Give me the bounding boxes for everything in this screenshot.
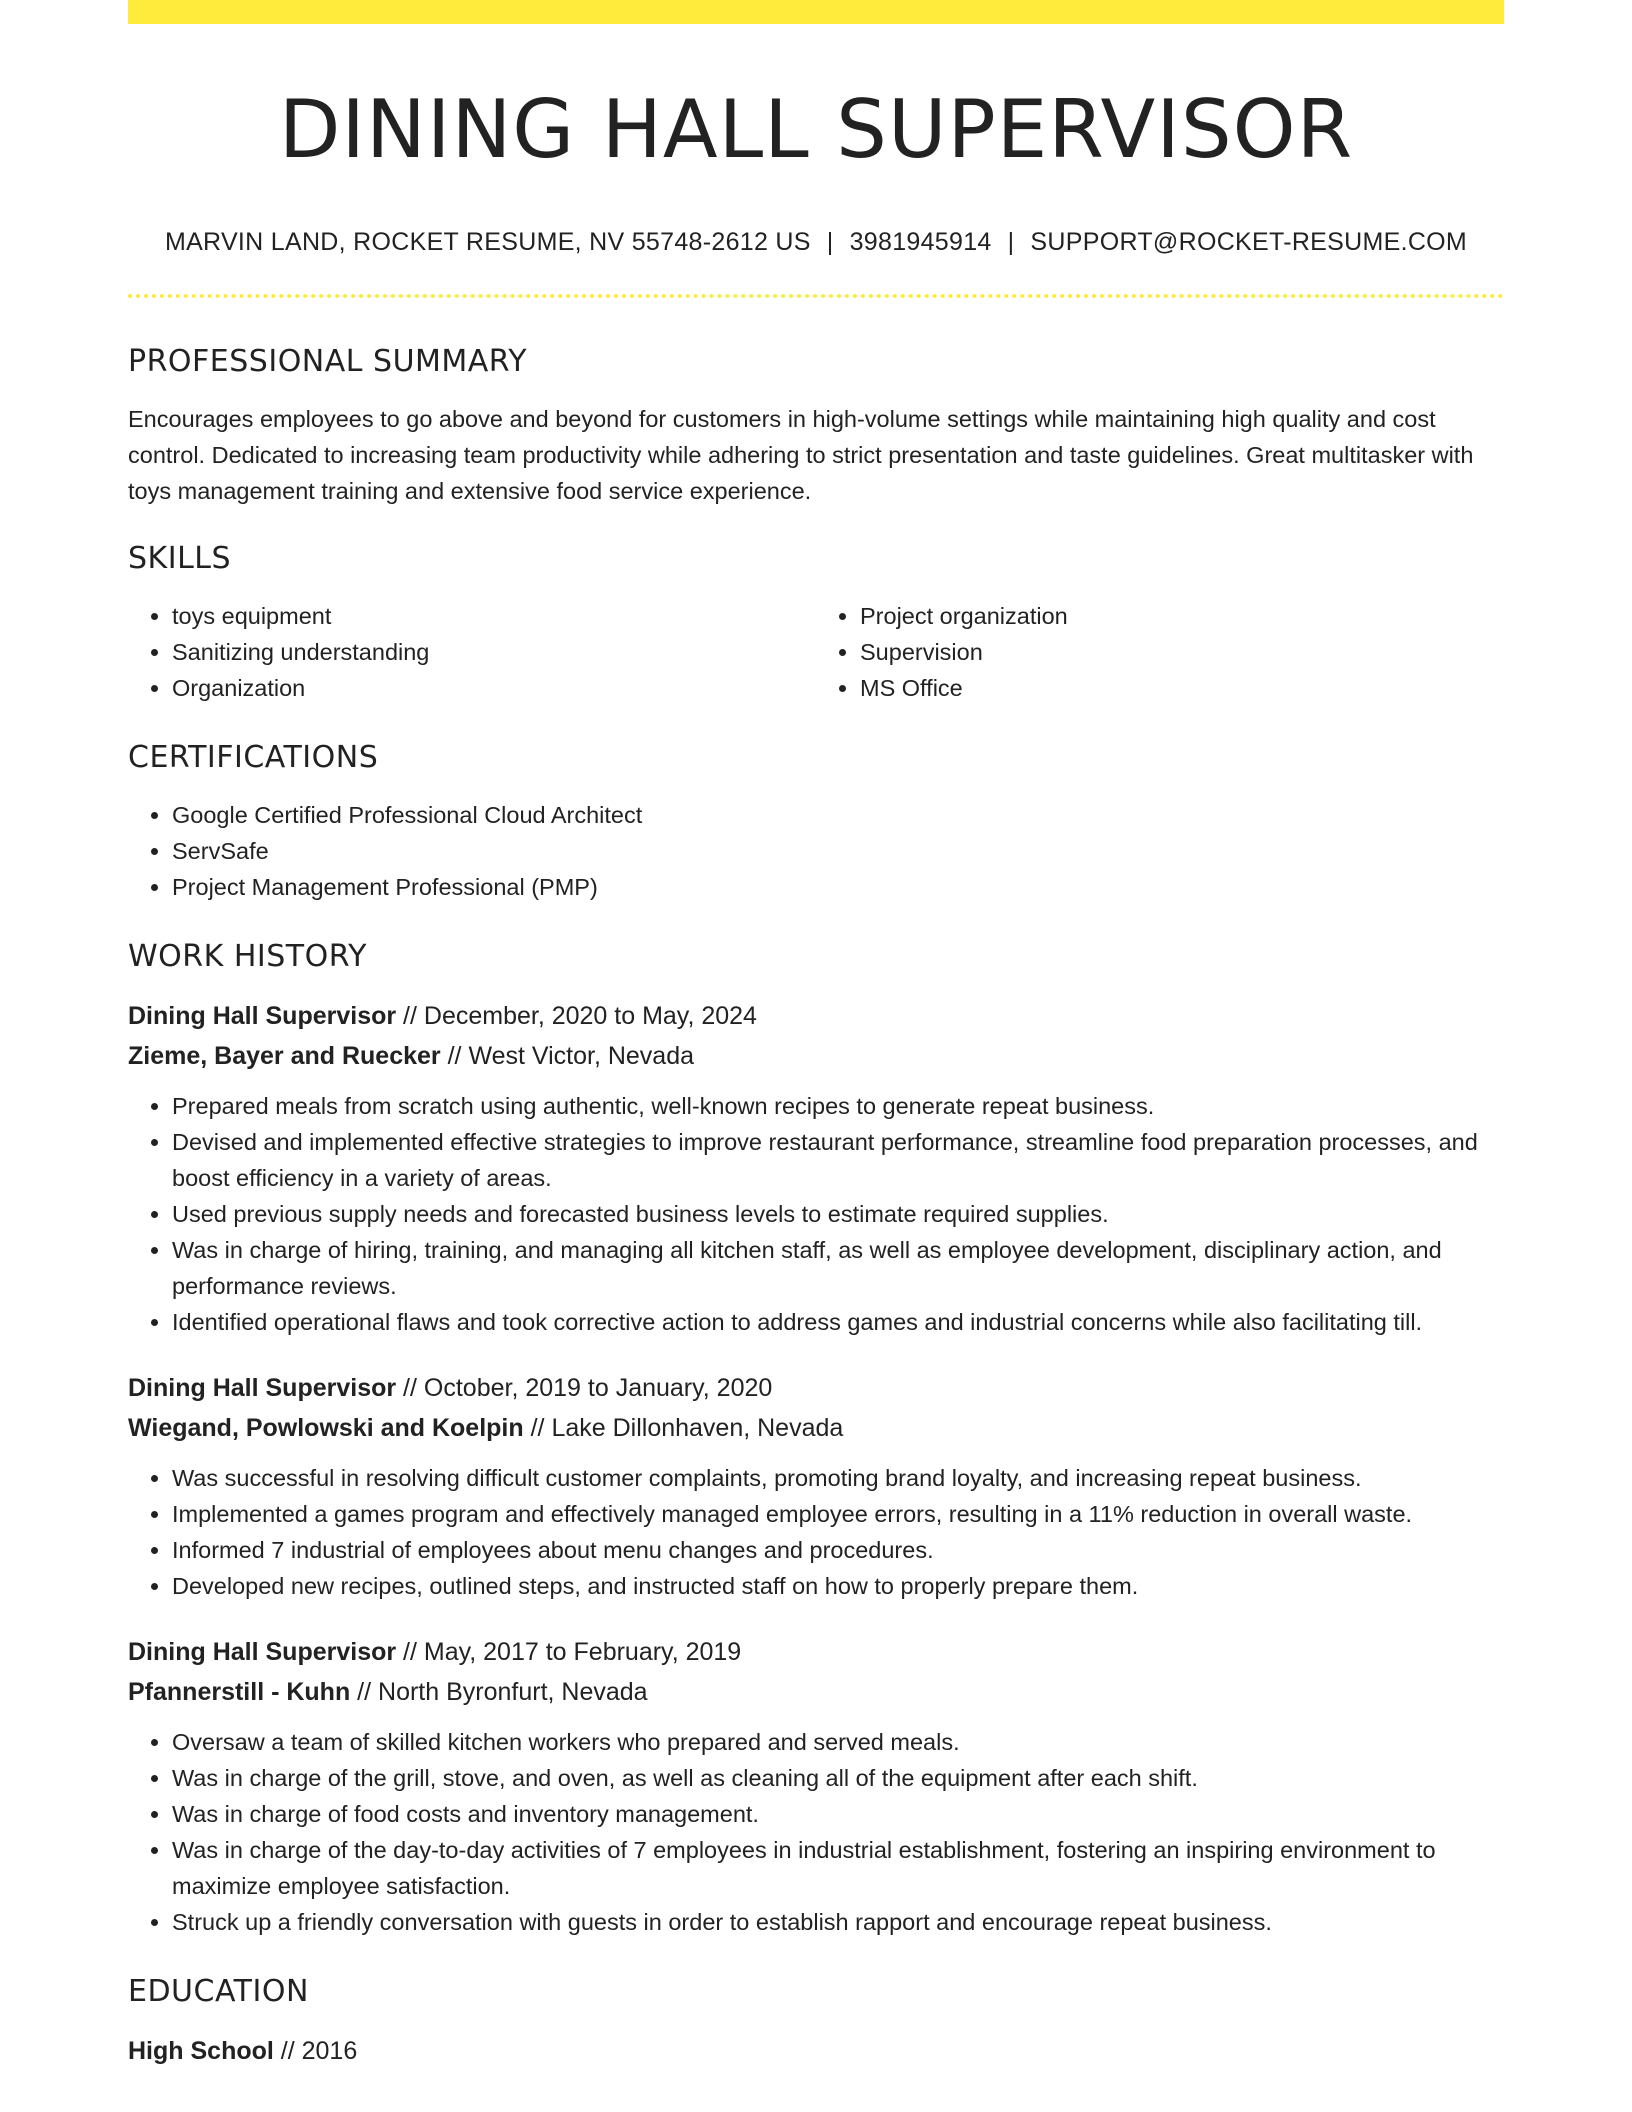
education-year: // 2016 — [273, 2037, 358, 2065]
contact-separator: | — [1007, 228, 1015, 256]
job-bullet: • Was in charge of food costs and inventory management. — [172, 1796, 1504, 1832]
contact-email: SUPPORT@ROCKET-RESUME.COM — [1030, 228, 1468, 256]
job-dates: // December, 2020 to May, 2024 — [396, 1002, 757, 1030]
job-role: Dining Hall Supervisor — [128, 1002, 397, 1030]
job-company-line — [128, 1672, 1504, 1712]
skills-columns — [128, 598, 1504, 706]
job-entry — [128, 1368, 1504, 1604]
job-company-line — [128, 1036, 1504, 1076]
certifications-list — [128, 797, 1504, 905]
resume-page — [128, 0, 1504, 2071]
work-history-heading: WORK HISTORY — [128, 939, 367, 974]
summary-heading: PROFESSIONAL SUMMARY — [128, 344, 528, 379]
job-bullet: • Oversaw a team of skilled kitchen workers who prepared and served meals. — [172, 1724, 1504, 1760]
skill-item: • Organization — [172, 670, 816, 706]
job-company: Zieme, Bayer and Ruecker — [128, 1042, 441, 1070]
job-dates: // May, 2017 to February, 2019 — [396, 1638, 742, 1666]
job-bullet: • Devised and implemented effective strategies to improve restaurant performance, streamline food preparation processes, and boost efficiency in a variety of areas. — [172, 1124, 1504, 1196]
job-dates: // October, 2019 to January, 2020 — [396, 1374, 773, 1402]
job-location: // North Byronfurt, Nevada — [350, 1678, 648, 1706]
education-degree: High School — [128, 2037, 274, 2065]
job-location: // Lake Dillonhaven, Nevada — [523, 1414, 844, 1442]
job-role: Dining Hall Supervisor — [128, 1374, 397, 1402]
resume-name: DINING HALL SUPERVISOR — [278, 83, 1354, 176]
job-bullet: • Informed 7 industrial of employees about menu changes and procedures. — [172, 1532, 1504, 1568]
summary-text: Encourages employees to go above and beyond for customers in high-volume settings while maintaining high quality and cost control. Dedicated to increasing team productivity while adhering to strict presentation and taste guidelines. Great multitasker with toys management training and extensive food service experience. — [128, 406, 1474, 504]
top-accent-bar — [128, 0, 1504, 24]
certifications-heading: CERTIFICATIONS — [128, 740, 379, 775]
certification-item: • Google Certified Professional Cloud Architect — [172, 797, 1504, 833]
skills-list-right — [816, 598, 1504, 706]
job-title-line — [128, 996, 1504, 1036]
job-bullet: • Identified operational flaws and took corrective action to address games and industrial concerns while also facilitating till. — [172, 1304, 1504, 1340]
skill-item: • Sanitizing understanding — [172, 634, 816, 670]
job-bullet: • Was in charge of the day-to-day activities of 7 employees in industrial establishment, fostering an inspiring environment to maximize employee satisfaction. — [172, 1832, 1504, 1904]
job-bullet: • Prepared meals from scratch using authentic, well-known recipes to generate repeat business. — [172, 1088, 1504, 1124]
contact-line — [128, 228, 1504, 257]
job-bullets — [128, 1724, 1504, 1940]
job-bullets — [128, 1088, 1504, 1340]
job-title-line — [128, 1368, 1504, 1408]
education-heading: EDUCATION — [128, 1974, 309, 2009]
dotted-divider — [128, 294, 1504, 298]
skills-heading: SKILLS — [128, 541, 232, 576]
job-bullet: • Used previous supply needs and forecasted business levels to estimate required supplies. — [172, 1196, 1504, 1232]
job-company-line — [128, 1408, 1504, 1448]
job-bullet: • Was in charge of the grill, stove, and oven, as well as cleaning all of the equipment after each shift. — [172, 1760, 1504, 1796]
job-company: Pfannerstill - Kuhn — [128, 1678, 351, 1706]
skill-item: • MS Office — [860, 670, 1504, 706]
job-bullet: • Was successful in resolving difficult customer complaints, promoting brand loyalty, and increasing repeat business. — [172, 1460, 1504, 1496]
job-role: Dining Hall Supervisor — [128, 1638, 397, 1666]
job-entry — [128, 996, 1504, 1340]
skill-item: • Project organization — [860, 598, 1504, 634]
job-bullet: • Implemented a games program and effectively managed employee errors, resulting in a 11% reduction in overall waste. — [172, 1496, 1504, 1532]
contact-phone: 3981945914 — [849, 228, 992, 256]
contact-address: MARVIN LAND, ROCKET RESUME, NV 55748-2612 US — [164, 228, 811, 256]
job-entry — [128, 1632, 1504, 1940]
job-title-line — [128, 1632, 1504, 1672]
skills-list-left — [128, 598, 816, 706]
job-location: // West Victor, Nevada — [440, 1042, 695, 1070]
contact-separator: | — [826, 228, 834, 256]
job-bullets — [128, 1460, 1504, 1604]
job-bullet: • Developed new recipes, outlined steps, and instructed staff on how to properly prepare them. — [172, 1568, 1504, 1604]
skill-item: • toys equipment — [172, 598, 816, 634]
certification-item: • ServSafe — [172, 833, 1504, 869]
education-entry — [128, 2031, 1504, 2071]
job-company: Wiegand, Powlowski and Koelpin — [128, 1414, 524, 1442]
certification-item: • Project Management Professional (PMP) — [172, 869, 1504, 905]
job-bullet: • Was in charge of hiring, training, and managing all kitchen staff, as well as employee development, disciplinary action, and performance reviews. — [172, 1232, 1504, 1304]
skill-item: • Supervision — [860, 634, 1504, 670]
job-bullet: • Struck up a friendly conversation with guests in order to establish rapport and encourage repeat business. — [172, 1904, 1504, 1940]
